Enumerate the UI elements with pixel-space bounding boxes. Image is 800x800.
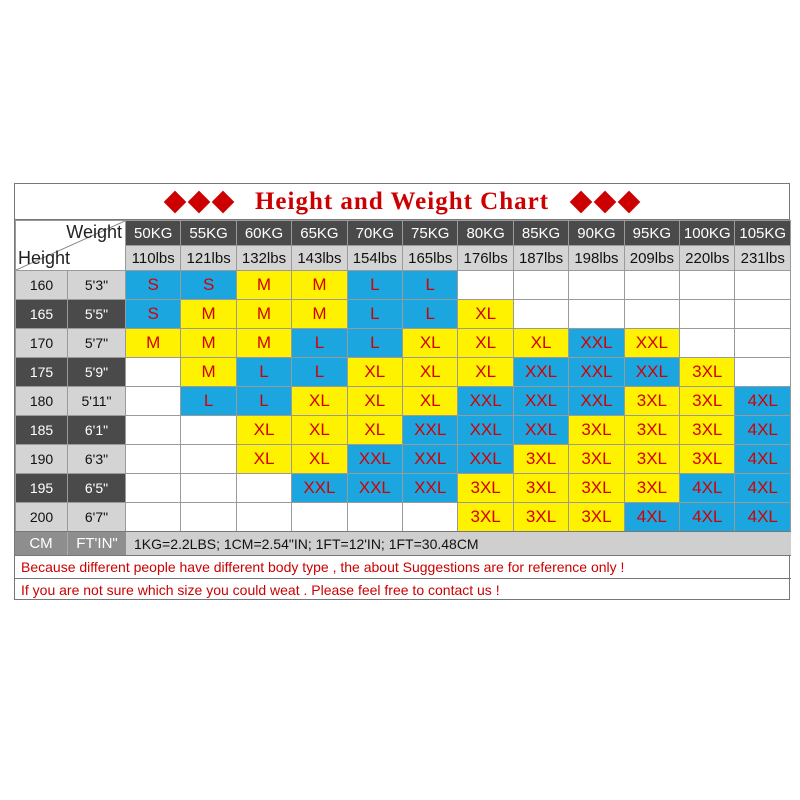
size-cell — [126, 503, 181, 532]
size-cell: L — [403, 271, 458, 300]
height-ft-cell: 5'5" — [68, 300, 126, 329]
height-ft-cell: 5'7" — [68, 329, 126, 358]
size-cell: 3XL — [569, 503, 624, 532]
height-cm-cell: 180 — [16, 387, 68, 416]
size-cell — [458, 271, 513, 300]
height-cm-cell: 195 — [16, 474, 68, 503]
table-row — [16, 271, 791, 300]
size-cell: XXL — [347, 445, 402, 474]
size-cell: XXL — [347, 474, 402, 503]
weight-lbs-header: 165lbs — [403, 246, 458, 271]
diamond-icon — [618, 190, 641, 213]
size-cell — [126, 445, 181, 474]
left-diamonds — [165, 194, 233, 210]
height-cm-cell: 175 — [16, 358, 68, 387]
table-row — [16, 416, 791, 445]
size-cell: M — [292, 271, 347, 300]
size-cell: M — [236, 329, 291, 358]
size-cell: XXL — [458, 416, 513, 445]
size-cell — [126, 416, 181, 445]
weight-kg-header: 70KG — [347, 221, 402, 246]
size-cell: XXL — [458, 387, 513, 416]
size-cell: 3XL — [569, 445, 624, 474]
height-ft-cell: 6'3" — [68, 445, 126, 474]
size-cell — [735, 358, 791, 387]
size-cell: XL — [347, 358, 402, 387]
weight-kg-header: 100KG — [680, 221, 735, 246]
size-cell: 3XL — [513, 503, 568, 532]
height-ft-cell: 6'7" — [68, 503, 126, 532]
size-cell: L — [347, 329, 402, 358]
height-cm-cell: 170 — [16, 329, 68, 358]
size-cell: L — [236, 387, 291, 416]
size-cell — [680, 300, 735, 329]
size-cell: M — [181, 358, 236, 387]
weight-lbs-header: 187lbs — [513, 246, 568, 271]
size-cell: L — [403, 300, 458, 329]
contact-note: If you are not sure which size you could weat . Please feel free to contact us ! — [15, 578, 791, 600]
weight-kg-header: 80KG — [458, 221, 513, 246]
table-row — [16, 387, 791, 416]
size-cell: 4XL — [680, 474, 735, 503]
size-cell — [126, 387, 181, 416]
size-cell — [624, 271, 679, 300]
size-cell: L — [292, 358, 347, 387]
size-cell: L — [292, 329, 347, 358]
size-cell: 4XL — [680, 503, 735, 532]
size-cell: 4XL — [624, 503, 679, 532]
size-cell — [735, 300, 791, 329]
size-cell: 3XL — [458, 503, 513, 532]
size-cell: XL — [458, 300, 513, 329]
size-cell: XXL — [403, 445, 458, 474]
size-cell — [624, 300, 679, 329]
size-cell: 4XL — [735, 503, 791, 532]
size-cell: XXL — [513, 416, 568, 445]
size-cell: XXL — [569, 358, 624, 387]
table-row — [16, 474, 791, 503]
weight-lbs-header: 231lbs — [735, 246, 791, 271]
chart-title-bar — [15, 184, 789, 220]
size-cell: XXL — [292, 474, 347, 503]
size-cell: XL — [403, 387, 458, 416]
height-label: Height — [18, 248, 71, 268]
size-cell: 3XL — [680, 445, 735, 474]
weight-lbs-header: 176lbs — [458, 246, 513, 271]
size-cell: M — [126, 329, 181, 358]
size-cell: XL — [292, 416, 347, 445]
table-row — [16, 300, 791, 329]
size-cell: 3XL — [680, 387, 735, 416]
size-cell: L — [347, 300, 402, 329]
size-cell: XL — [292, 445, 347, 474]
size-cell — [292, 503, 347, 532]
size-cell — [236, 503, 291, 532]
size-cell — [513, 271, 568, 300]
size-cell: XL — [292, 387, 347, 416]
size-cell: M — [181, 300, 236, 329]
diamond-icon — [570, 190, 593, 213]
right-diamonds — [571, 194, 639, 210]
height-cm-cell: 185 — [16, 416, 68, 445]
weight-lbs-header: 220lbs — [680, 246, 735, 271]
height-ft-cell: 5'9" — [68, 358, 126, 387]
size-cell: XL — [403, 358, 458, 387]
weight-kg-header: 50KG — [126, 221, 181, 246]
weight-lbs-header: 143lbs — [292, 246, 347, 271]
size-cell: XXL — [624, 329, 679, 358]
size-cell — [403, 503, 458, 532]
size-chart — [14, 183, 790, 600]
table-row — [16, 358, 791, 387]
diamond-icon — [188, 190, 211, 213]
height-ft-cell: 6'1" — [68, 416, 126, 445]
size-cell: 3XL — [624, 416, 679, 445]
size-cell — [735, 271, 791, 300]
weight-lbs-header: 198lbs — [569, 246, 624, 271]
table-row — [16, 503, 791, 532]
size-cell: 3XL — [458, 474, 513, 503]
height-ft-cell: 5'11" — [68, 387, 126, 416]
diamond-icon — [212, 190, 235, 213]
chart-title: Height and Weight Chart — [254, 187, 550, 215]
height-ft-cell: 6'5" — [68, 474, 126, 503]
size-cell — [126, 358, 181, 387]
weight-lbs-header: 154lbs — [347, 246, 402, 271]
size-cell: 4XL — [735, 387, 791, 416]
size-cell: 3XL — [680, 416, 735, 445]
size-cell: 3XL — [680, 358, 735, 387]
corner-header — [16, 221, 126, 271]
size-cell: XL — [236, 416, 291, 445]
size-cell: XL — [513, 329, 568, 358]
size-cell: XL — [403, 329, 458, 358]
size-cell: 3XL — [513, 445, 568, 474]
size-cell: L — [236, 358, 291, 387]
ft-label: FT'IN" — [67, 532, 126, 555]
size-cell — [569, 300, 624, 329]
weight-kg-header: 105KG — [735, 221, 791, 246]
size-cell — [735, 329, 791, 358]
size-cell: M — [236, 300, 291, 329]
size-cell: 3XL — [624, 474, 679, 503]
size-cell: XXL — [569, 387, 624, 416]
size-cell: XL — [458, 329, 513, 358]
size-cell: 3XL — [624, 387, 679, 416]
size-cell: L — [347, 271, 402, 300]
weight-lbs-header: 209lbs — [624, 246, 679, 271]
height-cm-cell: 190 — [16, 445, 68, 474]
size-cell: S — [126, 271, 181, 300]
weight-kg-header: 95KG — [624, 221, 679, 246]
size-grid — [15, 220, 791, 532]
table-row — [16, 329, 791, 358]
size-cell: XXL — [458, 445, 513, 474]
size-cell: 4XL — [735, 416, 791, 445]
conversion-text: 1KG=2.2LBS; 1CM=2.54"IN; 1FT=12'IN; 1FT=30.48CM — [134, 535, 479, 552]
size-cell — [513, 300, 568, 329]
size-cell — [236, 474, 291, 503]
size-cell: XL — [347, 387, 402, 416]
size-cell: XXL — [513, 387, 568, 416]
size-cell: 3XL — [513, 474, 568, 503]
size-cell — [680, 329, 735, 358]
size-cell: 3XL — [569, 416, 624, 445]
diamond-icon — [164, 190, 187, 213]
weight-lbs-header: 132lbs — [236, 246, 291, 271]
size-cell: XL — [236, 445, 291, 474]
size-cell: XXL — [403, 474, 458, 503]
size-cell: XL — [347, 416, 402, 445]
size-cell — [181, 503, 236, 532]
size-cell — [126, 474, 181, 503]
height-cm-cell: 160 — [16, 271, 68, 300]
diamond-icon — [594, 190, 617, 213]
size-cell: 3XL — [569, 474, 624, 503]
height-ft-cell: 5'3" — [68, 271, 126, 300]
size-cell — [181, 474, 236, 503]
size-cell: XXL — [624, 358, 679, 387]
size-cell — [680, 271, 735, 300]
height-cm-cell: 165 — [16, 300, 68, 329]
weight-kg-header: 90KG — [569, 221, 624, 246]
size-cell — [347, 503, 402, 532]
size-cell: S — [181, 271, 236, 300]
weight-kg-header: 55KG — [181, 221, 236, 246]
size-cell: XXL — [569, 329, 624, 358]
table-row — [16, 445, 791, 474]
size-cell: M — [236, 271, 291, 300]
height-cm-cell: 200 — [16, 503, 68, 532]
size-cell: M — [181, 329, 236, 358]
size-cell: XXL — [513, 358, 568, 387]
size-cell: L — [181, 387, 236, 416]
cm-label: CM — [15, 532, 67, 555]
size-cell — [181, 445, 236, 474]
size-cell: M — [292, 300, 347, 329]
weight-kg-header: 85KG — [513, 221, 568, 246]
weight-kg-header: 75KG — [403, 221, 458, 246]
conversion-row — [15, 531, 791, 555]
weight-kg-header: 60KG — [236, 221, 291, 246]
size-cell: 4XL — [735, 474, 791, 503]
weight-lbs-header: 110lbs — [126, 246, 181, 271]
weight-lbs-header: 121lbs — [181, 246, 236, 271]
size-cell: 3XL — [624, 445, 679, 474]
weight-kg-header: 65KG — [292, 221, 347, 246]
size-cell: S — [126, 300, 181, 329]
reference-note: Because different people have different body type , the about Suggestions are for reference only ! — [15, 555, 791, 578]
size-cell — [181, 416, 236, 445]
size-cell: 4XL — [735, 445, 791, 474]
size-cell: XL — [458, 358, 513, 387]
size-cell: XXL — [403, 416, 458, 445]
weight-label: Weight — [66, 222, 122, 242]
size-cell — [569, 271, 624, 300]
